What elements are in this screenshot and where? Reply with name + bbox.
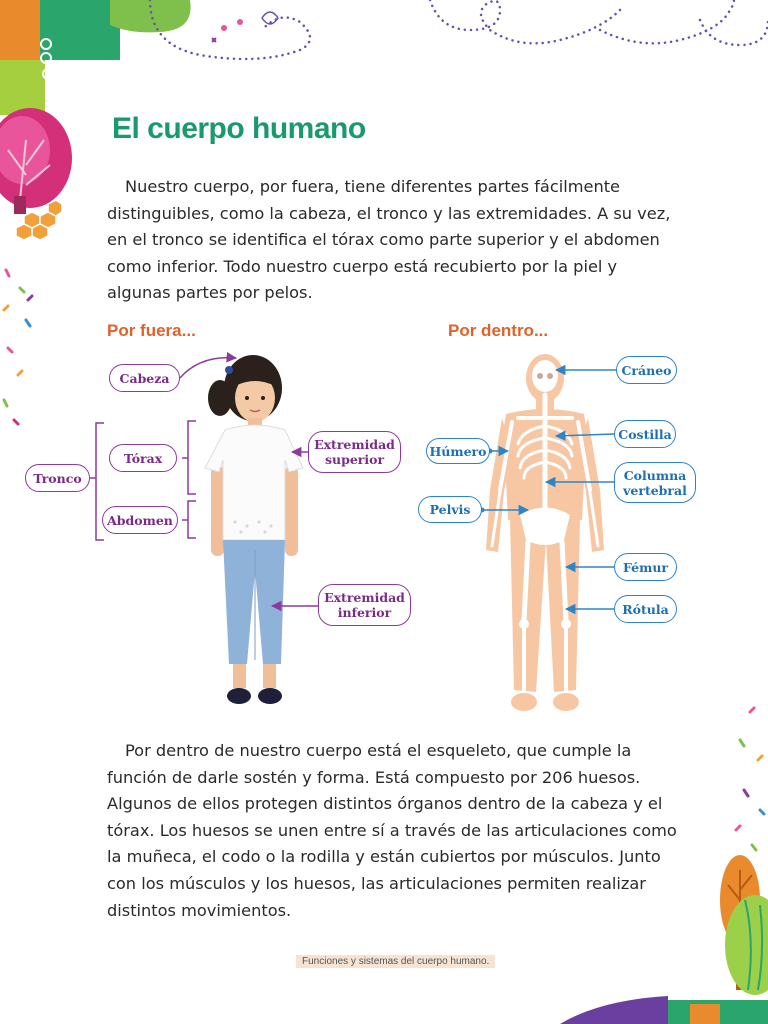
intro-text: Nuestro cuerpo, por fuera, tiene diferentes partes fácilmente distinguibles, como la cabeza, el tronco y las extremidades. A su vez, en el tronco se identifica el tórax como parte superior y el abdomen como inferior. Todo nuestro cuerpo está recubierto por la piel y algunas partes por pelos.: [107, 177, 671, 303]
label-rotula: Rótula: [614, 595, 677, 623]
body-paragraph: [107, 738, 677, 924]
label-craneo: Cráneo: [616, 356, 677, 384]
label-extremidad-inferior: Extremidad inferior: [318, 584, 411, 626]
label-columna-vertebral: Columna vertebral: [614, 462, 696, 503]
footer-caption: Funciones y sistemas del cuerpo humano.: [296, 955, 495, 968]
label-cabeza: Cabeza: [109, 364, 180, 392]
label-femur: Fémur: [614, 553, 677, 581]
label-tronco: Tronco: [25, 464, 90, 492]
label-abdomen: Abdomen: [102, 506, 178, 534]
body-text: Por dentro de nuestro cuerpo está el esqueleto, que cumple la función de darle sostén y forma. Está compuesto por 206 huesos. Algunos de ellos protegen distintos órganos dentro de la cabeza y el tórax. Los huesos se unen entre sí a través de las articulaciones como la muñeca, el codo o la rodilla y están cubiertos por músculos. Junto con los músculos y los huesos, las articulaciones permiten realizar distintos movimientos.: [107, 741, 677, 920]
label-extremidad-superior: Extremidad superior: [308, 431, 401, 473]
inside-heading: Por dentro...: [448, 321, 549, 340]
outside-heading: Por fuera...: [107, 321, 196, 340]
label-humero: Húmero: [426, 438, 490, 464]
label-pelvis: Pelvis: [418, 496, 482, 523]
label-costilla: Costilla: [614, 420, 676, 448]
label-torax: Tórax: [109, 444, 177, 472]
page-title: El cuerpo humano: [112, 112, 366, 145]
